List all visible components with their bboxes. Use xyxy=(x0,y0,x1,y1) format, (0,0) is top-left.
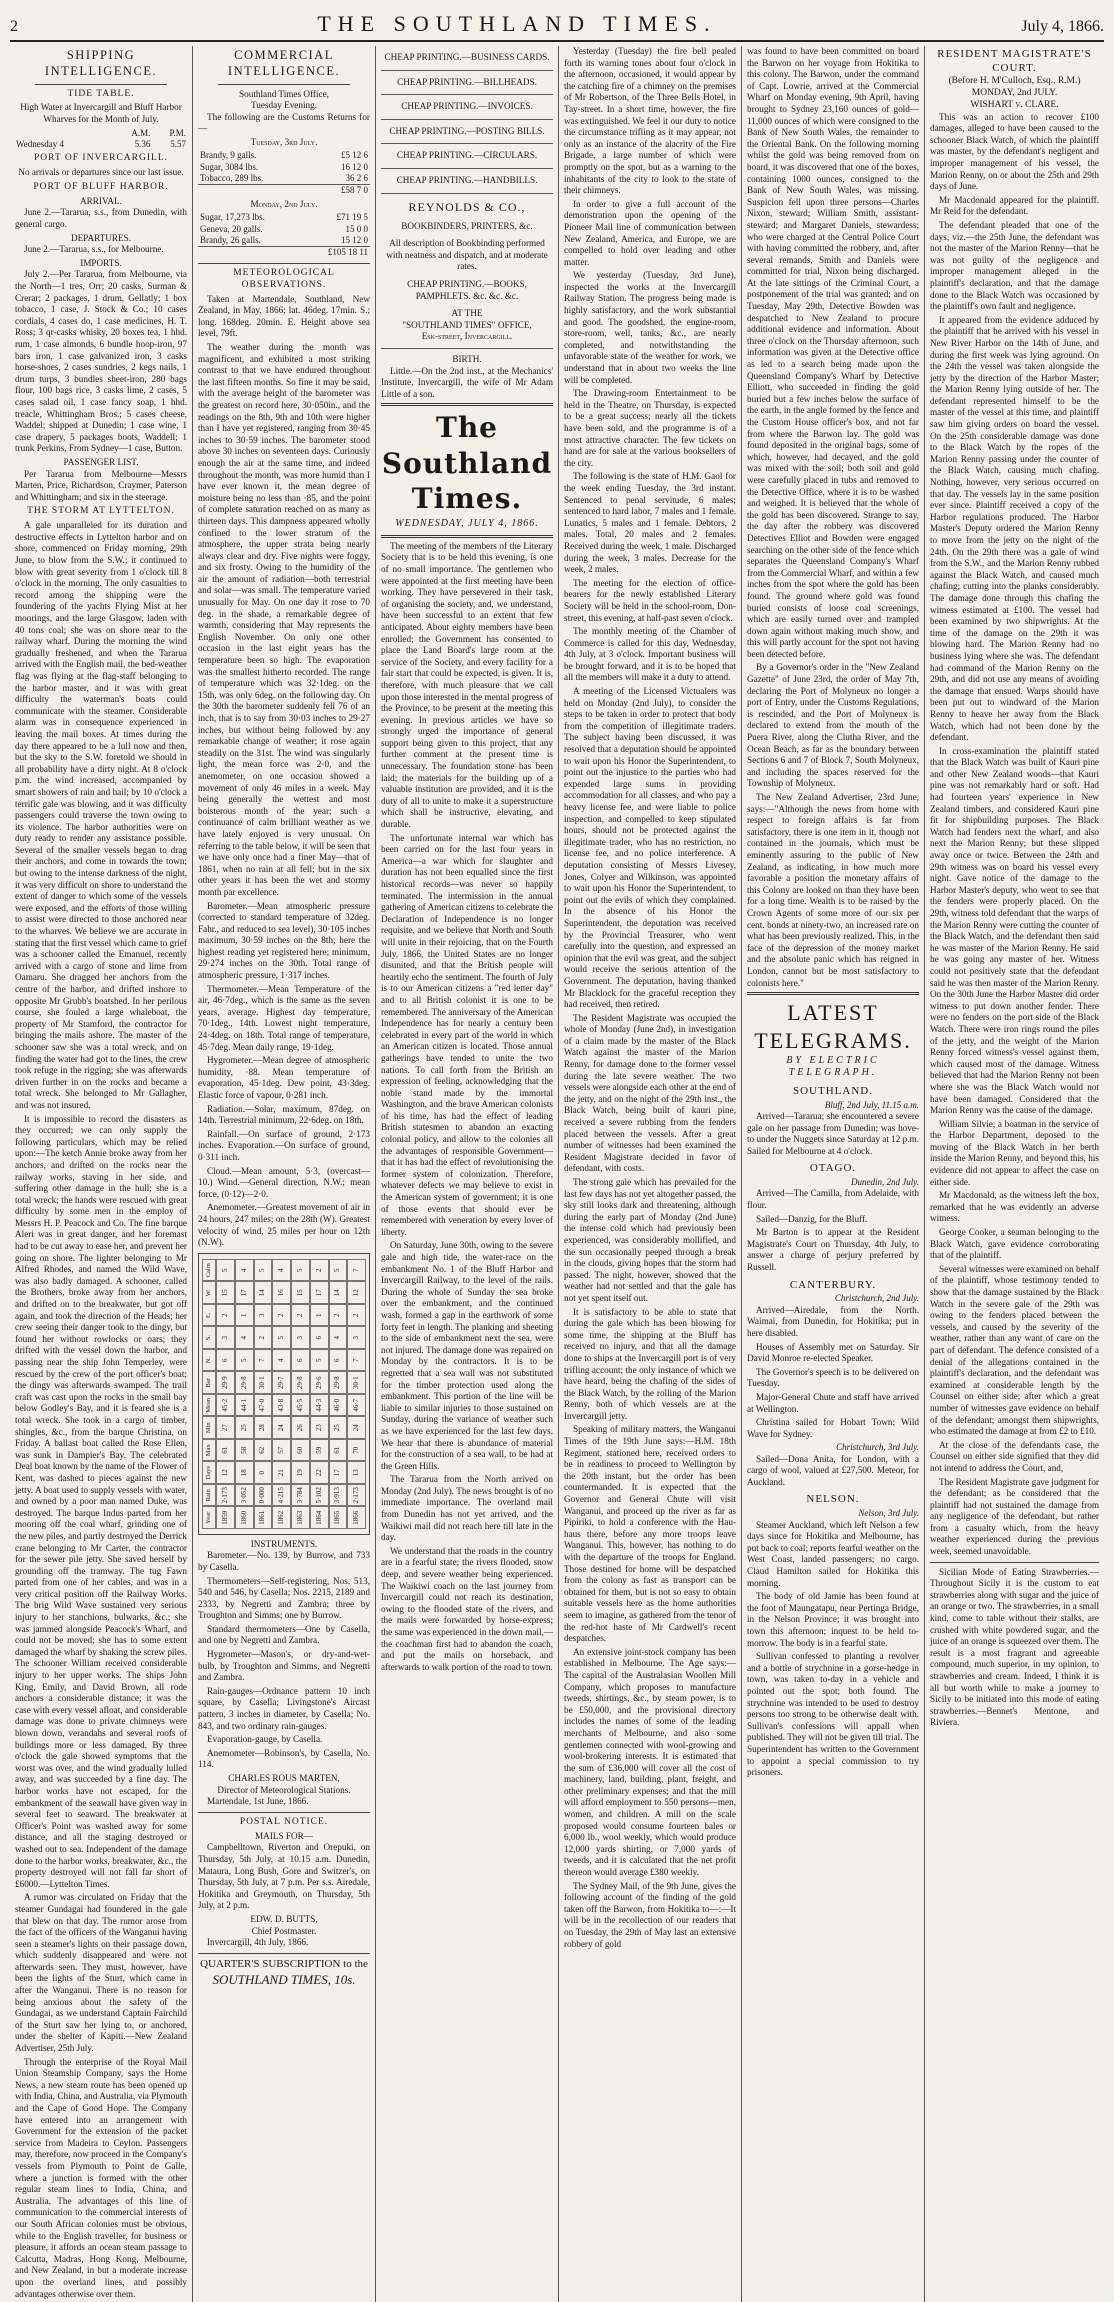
columns xyxy=(10,46,1104,2299)
court-case: WISHART v. CLARE. xyxy=(970,99,1059,110)
met-table-cell: 4 xyxy=(272,1259,291,1282)
canterbury-text-6: Sailed—Dona Anita, for London, with a cargo of wool, valued at £27,500. Meteor, for Auckland. xyxy=(747,1453,919,1487)
met-table-cell: 45·5 xyxy=(291,1394,310,1417)
met-table-cell: 0·000 xyxy=(254,1484,273,1507)
met-table-cell: 30·1 xyxy=(347,1371,366,1394)
met-table-cell: 47·0 xyxy=(254,1394,273,1417)
met-table-cell: 15 xyxy=(291,1281,310,1304)
instruments-title: INSTRUMENTS. xyxy=(250,1538,318,1549)
met-table-header-cell: E. xyxy=(202,1304,216,1327)
met-table-header-cell: Days xyxy=(202,1461,216,1484)
ad-cheap-printing-3: CHEAP PRINTING.—INVOICES. xyxy=(401,101,533,112)
met-table-cell: 5 xyxy=(235,1349,254,1372)
canterbury-text-4: Major-General Chute and staff have arrived at Wellington. xyxy=(747,1391,919,1414)
met-table-cell: 7 xyxy=(347,1349,366,1372)
met-table-cell: 4 xyxy=(235,1259,254,1282)
newspaper-flag: The Southland Times. xyxy=(381,411,553,515)
met-table-cell: 2 xyxy=(310,1259,329,1282)
met-table-cell: 2 xyxy=(216,1304,235,1327)
met-table-cell: 3·784 xyxy=(291,1484,310,1507)
southland-date: Bluff, 2nd July, 11.15 a.m. xyxy=(824,1099,919,1110)
met-table-header-cell: W. xyxy=(202,1281,216,1304)
met-table-cell: 2 xyxy=(272,1304,291,1327)
met-table-cell: 3 xyxy=(291,1326,310,1349)
page-masthead xyxy=(10,6,1104,42)
met-table-cell: 12 xyxy=(347,1281,366,1304)
port-bluff-title: PORT OF BLUFF HARBOR. xyxy=(33,181,169,192)
ad-cheap-printing-2: CHEAP PRINTING.—BILLHEADS. xyxy=(397,76,537,87)
departures-text: June 2.—Tararua, s.s., for Melbourne. xyxy=(24,244,164,255)
customs-intro: The following are the Customs Returns for— xyxy=(198,111,370,134)
met-table-cell: 2·173 xyxy=(216,1484,235,1507)
port-invercargill-text: No arrivals or departures since our last issue. xyxy=(18,167,184,178)
met-table-cell: 14 xyxy=(254,1281,273,1304)
ad-cheap-printing-6: CHEAP PRINTING.—HANDBILLS. xyxy=(396,174,538,185)
news-paragraph-6: The meeting for the election of office-bearers for the newly established Literary Society will be held in the school-room, Don-street, this evening, at half-past seven o'clock. xyxy=(564,577,736,623)
quarter-subscription-sub: SOUTHLAND TIMES, 10s. xyxy=(212,1971,356,1987)
met-table-cell: 2 xyxy=(329,1304,348,1327)
met-table-cell: 29·8 xyxy=(329,1371,348,1394)
tide-am-label: A.M. xyxy=(131,127,151,138)
canterbury-text-2: Houses of Assembly met on Saturday. Sir David Monroe re-elected Speaker. xyxy=(747,1341,919,1364)
met-table-cell: 44·3 xyxy=(310,1394,329,1417)
instruments-7: Anemometer—Robinson's, by Casella, No. 114. xyxy=(198,1747,370,1770)
met-table-cell: 2 xyxy=(291,1304,310,1327)
met-table-cell: 44·1 xyxy=(235,1394,254,1417)
met-table-header-cell: N. xyxy=(202,1349,216,1372)
met-table-cell: 4 xyxy=(329,1326,348,1349)
met-table-cell: 12 xyxy=(216,1461,235,1484)
tide-day: Wednesday 4 xyxy=(16,138,65,149)
telegrams-title: LATEST TELEGRAMS. xyxy=(754,1000,912,1053)
news-paragraph-9: The Resident Magistrate was occupied the whole of Monday (June 2nd), in investigation of a claim made by the master of the Black Watch against the master of the Marion Renny, for damage done to the former vessel during the late severe weather. The two vessels were alongside each other at the end of the jetty, and on the night of the 29th inst., the Black Watch, being built of kauri pine, received a severe rubbing from the fenders placed between the vessels. After a great number of witnesses had been examined the Resident Magistrate decided in favor of defendant, with costs. xyxy=(564,1012,736,1174)
met-table-cell: 43·8 xyxy=(272,1394,291,1417)
met-table-header-cell: S. xyxy=(202,1326,216,1349)
met-table-header-cell: Rain xyxy=(202,1484,216,1507)
postal-sign: EDW. D. BUTTS, xyxy=(250,1913,318,1924)
met-table-header-cell: Min xyxy=(202,1416,216,1439)
customs-table-2 xyxy=(198,212,370,258)
news-paragraph-10: The strong gale which has prevailed for the last few days has not yet altogether passed, the sky still looks dark and threatening, although during the early part of Monday (2nd June) the intense cold which had previously been experienced, was considerably mollified, and the sun occasionally peeped through a break in the clouds, giving hopes that the storm had passed. The night, however, showed that the weather had not settled and that the gale has not yet spent itself out. xyxy=(564,1177,736,1303)
met-table-cell: 17 xyxy=(235,1281,254,1304)
met-table-cell: 14 xyxy=(329,1281,348,1304)
met-paragraph-1: The weather during the month was magnificent, and exhibited a most striking contrast to that we have endured throughout the last fifteen months. So fine it may be said, with the average height of the barometer was the greatest on record here, 30·050in., and the readings on the 8th, 9th and 10th were higher than I have yet registered, ranging from 30·45 inches to 30·59 inches. The barometer stood above 30 inches on seventeen days. Curiously enough the air at the same time, and indeed throughout the month, was more humid than I have ever known it, the mean degree of moisture being no less than ·85, and the point of complete saturation reached on as many as thirteen days. This dampness appeared wholly confined to the lower stratum of the atmosphere, the upper strata being nearly always clear and dry. Five nights were foggy, and six frosty. Owing to the humidity of the air the amount of radiation—both terrestrial and solar—was small. The temperature varied unusually for May. On one day it rose to 70 deg. in the shade, a remarkable degree of warmth, considering that May represents the English November. On only one other occasion in the last eight years has the temperature been so high. The evaporation was the smallest hitherto recorded. The range of temperature which was 32·1deg. on the 15th, was only 6deg. on the following day. On the 30th the barometer suddenly fell 76 of an inch, that is to say from 30·03 inches to 29·27 inches, but without being followed by any remarkable change of weather; it rose again steadily on the 31st. The wind was singularly light, the mean force was 2·0, and the anemometer, on one occasion showed a movement of only 46 miles in a week. May being generally the wettest and most boisterous month of the year; such a continuance of calm brilliant weather as we have lately enjoyed is very unusual. On referring to the table below, it will be seen that we have only once had a finer May—that of 1861, when no rain at all fell; but in the six other years it has been the wet and stormy month par excellence. xyxy=(198,342,370,897)
met-title: METEOROLOGICAL OBSERVATIONS. xyxy=(233,267,335,290)
editorial-paragraph-5: We understand that the roads in the country are in a fearful state; the rivers flooded, snow deep, and severe weather being experienced. The Waikiwi coach on the last journey from Invercargill could not reach its destination, owing to the flooded state of the rivers, and the mails were forwarded by horse-express; the same was experienced in the down mail,—the coachman first had to abandon the coach, and put the mails on horseback, and afterwards to walk portion of the road to town. xyxy=(381,1545,553,1672)
court-paragraph-9: Several witnesses were examined on behalf of the plaintiff, whose testimony tended to show that the damage sustained by the Black Watch in the severe gale of the 29th was owing to the fenders placed between the vessels, and caused by the severity of the weather, rather than any want of care on the part of defendant. The defence consisted of a denial of the allegations contained in the plaintiff's declaration, and the defendant was examined at considerable length by the Counsel on either side; after which a great number of witnesses gave evidence on behalf of the defendant; amongst them shipwrights, who estimated the damage at from £2 to £10. xyxy=(930,1263,1099,1437)
canterbury-date-2: Christchurch, 3rd July. xyxy=(836,1442,919,1453)
met-table-cell: 5 xyxy=(216,1259,235,1282)
otago-head: OTAGO. xyxy=(809,1162,857,1175)
met-signature-date: Martendale, 1st June, 1866. xyxy=(207,1796,309,1807)
tide-intro: High Water at Invercargill and Bluff Harbor Wharves for the Month of July. xyxy=(20,102,182,125)
met-table-cell: 1862 xyxy=(272,1506,291,1529)
paper-title: THE SOUTHLAND TIMES. xyxy=(317,11,717,36)
met-table-cell: 5 xyxy=(310,1349,329,1372)
canterbury-text-5: Christina sailed for Hobart Town; Wild Wave for Sydney. xyxy=(747,1417,919,1439)
news-paragraph-14: The Sydney Mail, of the 9th June, gives the following account of the finding of the gold taken off the Barwon, from Hokitika to—:—It will be in the recollection of our readers that on Tuesday, the 29th of May last an extensive robbery of gold xyxy=(564,1880,736,1949)
met-table-cell: 61 xyxy=(216,1439,235,1462)
quarter-subscription: QUARTER'S SUBSCRIPTION to the xyxy=(200,1957,368,1970)
nelson-text-3: Sullivan confessed to planting a revolver and a bottle of strychnine in a gorse-hedge in town, was taken to-day in a vehicle and pointed out the spot; both found. The strychnine was intended to be used to destroy persons too strong to be otherwise dealt with. Sullivan's confessions will appall when published. They will not be given till trial. The Superintendent has written to the Government to appoint a special commission to try prisoners. xyxy=(747,1651,919,1778)
met-paragraph-6: Rainfall.—On surface of ground, 2·173 inches. Evaporation.—On surface of ground, 0·311 inch. xyxy=(198,1128,370,1162)
passenger-label: PASSENGER LIST. xyxy=(63,456,139,467)
met-table-cell: 1859 xyxy=(216,1506,235,1529)
tide-table xyxy=(15,128,187,151)
met-signature-role: Director of Meteorological Stations. xyxy=(217,1784,351,1795)
birth-text: Little.—On the 2nd inst., at the Mechanics' Institute, Invercargill, the wife of Mr Adam Little of a son. xyxy=(381,365,553,399)
instruments-5: Rain-gauges—Ordnance pattern 10 inch square, by Casella; Livingstone's Aircast pattern, 3 inches in diameter, by Casella; No. 843, and two ordinary rain-gauges. xyxy=(198,1685,370,1731)
advertiser-paragraph: The New Zealand Advertiser, 23rd June, says:—"Although the news from home with respect to foreign affairs is far from satisfactory, there is one item in it, though not contained in the journals, which must be eminently assuring to the public of New Zealand, as indicating, in how much more favorable a position the monetary affairs of this Colony are looked on than they have been for a long time. Wealth is to be raised by the Crown Agents of some more of our six per cent. bonds at ninety-two, an increased rate on what has been previously realized. This, in the face of the depression of the money market and the absolute panic which has reigned in London, cannot but be most satisfactory to colonists here." xyxy=(747,792,919,988)
instruments-6: Evaporation-gauge, by Casella. xyxy=(207,1734,323,1745)
instruments-2: Thermometers—Self-registering, Nos. 513, 540 and 546, by Casella; Nos. 2215, 2189 and 2333, by Negretti and Zambra; three by Troughton and Simms; one by Burrow. xyxy=(198,1575,370,1621)
instruments-4: Hygrometer—Mason's, or dry-and-wet-bulb, by Troughton and Simms, and Negretti and Zambra. xyxy=(198,1649,370,1683)
page-number: 2 xyxy=(10,18,18,35)
met-table-cell: 5 xyxy=(329,1259,348,1282)
met-table-cell: 30·1 xyxy=(254,1371,273,1394)
met-table-cell: 24 xyxy=(272,1416,291,1439)
cheap-books-ad: CHEAP PRINTING.—BOOKS, PAMPHLETS. &c. &c. &c. xyxy=(407,279,527,301)
met-table-cell: 27 xyxy=(216,1416,235,1439)
customs-date-2: Monday, 2nd July. xyxy=(250,198,318,209)
met-table-cell: 26 xyxy=(291,1416,310,1439)
postal-text: Campbelltown, Riverton and Orepuki, on Thursday, 5th July, at 10.15 a.m. Dunedin, Mataura, Long Bush, Gore and Switzer's, on Thursday, 5th July, at 7 p.m. Per s.s. Airedale, Hokitika and Greymouth, on Thursday, 5th July, at 2 p.m. xyxy=(198,1842,370,1911)
met-table-cell: 6 xyxy=(329,1349,348,1372)
flag-date: WEDNESDAY, JULY 4, 1866. xyxy=(395,518,539,530)
table-row: Sugar, 17,273 lbs. £71 19 5 xyxy=(200,212,368,223)
met-table-cell: 1860 xyxy=(235,1506,254,1529)
editorial-paragraph-4: The Tararua from the North arrived on Monday (2nd July). The news brought is of no immediate importance. The overland mail from Dunedin has not yet arrived, and the Waikiwi mail did not reach here till late in the day. xyxy=(381,1474,553,1543)
met-table-cell: 45·2 xyxy=(216,1394,235,1417)
canterbury-text-1: Arrived—Airedale, from the North. Waimai, from Dunedin, for Hokitika; put in here disabled. xyxy=(747,1304,919,1338)
editorial-paragraph-1: The meeting of the members of the Literary Society that is to be held this evening, is one of no small importance. The gentlemen who were appointed at the first meeting have been working. They have persevered in their task, of organising the society, and, we understand, have been successful to an extent that few anticipated. About eighty members have been enrolled; the Government has consented to place the Land Board's large room at the service of the Society, and every facility for a fair start that could be expected, is given. It is, therefore, with much pleasure that we call upon those interested in the mental progress of the Province, to be present at the meeting this evening. In previous articles we have so strongly urged the importance of general support being given to this project, that any further comment at the present time is unnecessary. The foundation stone has been laid; the materials for the building up of a valuable institution are provided, and it is the duty of all to unite to make it a superstructure which shall be instructive, elevating, and durable. xyxy=(381,540,553,830)
canterbury-head: CANTERBURY. xyxy=(789,1278,877,1291)
birth-title: BIRTH. xyxy=(452,354,482,365)
met-table-cell: 7 xyxy=(347,1259,366,1282)
office-line: Southland Times Office, xyxy=(239,88,329,99)
met-table-cell: 25 xyxy=(235,1416,254,1439)
otago-text-3: Mr Barton is to appear at the Resident Magistrate's Court on Thursday, 4th July, to answer a charge of perjury preferred by Russell. xyxy=(747,1227,919,1273)
court-paragraph-11: The Resident Magistrate gave judgment for the defendant; as he considered that the plaintiff had not sustained the damage from any negligence of the defendant, but rather from a casualty which, from the heavy weather experienced during the previous week, seemed unavoidable. xyxy=(930,1476,1099,1557)
arrival-label: ARRIVAL. xyxy=(80,195,122,206)
news-paragraph-8: A meeting of the Licensed Victualers was held on Monday (2nd July), to consider the steps to be taken in order to protect that body from the competition of illegitimate traders. The subject having been discussed, it was resolved that a deputation should be appointed to wait upon his Honor the Superintendent, to point out the injustice to the parties who had expended large sums in providing accommodation for all classes, and who pay a heavy license fee, and were liable to police inspection, and compelled to keep stipulated hours, should not be protected against the illegitimate trader, who has no restriction, no license fee, and no police interference. A deputation consisting of Messrs Livesey, Jones, Colyer and Wilkinson, was appointed to wait upon his Honor the Superintendent, to point out the evils of which they complained. In the absence of his Honor the Superintendent, the deputation was received by the Provincial Treasurer, who went carefully into the question, and expressed an opinion that the evil was great, and the subject would receive the serious attention of the Government. The deputation, having thanked Mr Blacklock for the graceful reception they had received, then retired. xyxy=(564,686,736,1010)
departures-label: DEPARTURES. xyxy=(70,232,132,243)
tide-am-value: 5.36 xyxy=(134,138,151,149)
arrival-text: June 2.—Tararua, s.s., from Dunedin, with general cargo. xyxy=(15,207,187,230)
court-paragraph-8: George Cooker, a seaman belonging to the Black Watch, gave evidence corroborating that of the plaintiff. xyxy=(930,1227,1099,1261)
met-signature: CHARLES ROUS MARTEN, xyxy=(228,1773,340,1783)
table-total: £58 7 0 xyxy=(198,185,370,197)
court-paragraph-6: William Silvie, a boatman in the service of the Harbor Department, deposed to the moving of the Black Watch in her berth inside the Marion Renny, and beyond this, his evidence did not appear to affect the case on either side. xyxy=(930,1118,1099,1187)
met-table-cell: 1 xyxy=(310,1304,329,1327)
met-table-cell: 6 xyxy=(216,1349,235,1372)
met-table-cell: 13 xyxy=(347,1461,366,1484)
column-shipping xyxy=(10,46,193,2302)
storm-title: THE STORM AT LYTTELTON. xyxy=(27,506,175,517)
ad-cheap-printing-5: CHEAP PRINTING.—CIRCULARS. xyxy=(396,150,538,161)
met-paragraph-7: Cloud.—Mean amount, 5·3, (overcast—10.) Wind.—General direction, N.W.; mean force, (0·12)—2·0. xyxy=(198,1165,370,1199)
met-paragraph-3: Thermometer.—Mean Temperature of the air, 46·7deg., which is the same as the seven years, average. Highest day temperature, 70·1deg., 14th. Lowest night temperature, 24·4deg. on 18th. Total range of temperature, 45·7deg. Mean daily range, 19·1deg. xyxy=(198,983,370,1052)
office-address: Esk-street, Invercargill. xyxy=(421,331,513,342)
nelson-text-2: The body of old Jamie has been found at the foot of Maungatapu, near Pertinga Bridge, in the Nelson Province; it was brought into town this afternoon; inquest to be held to-morrow. The body is in a fearful state. xyxy=(747,1591,919,1648)
met-table-cell: 16 xyxy=(272,1281,291,1304)
nelson-text-1: Steamer Auckland, which left Nelson a few days since for Hokitika and Melbourne, has put back to coal; reports fearful weather on the West Coast, landed passengers; no cargo. Claud Hamilton sailed for Hokitika this morning. xyxy=(747,1519,919,1588)
met-table-cell: 29·8 xyxy=(291,1371,310,1394)
met-table-cell: 3 xyxy=(347,1326,366,1349)
court-title: RESIDENT MAGISTRATE'S COURT. xyxy=(937,48,1092,74)
southland-text: Arrived—Tararua; she encountered a severe gale on her passage from Dunedin; was hove-to under the Nuggets since Saturday at 12 p.m. Sailed for Melbourne at 4 o'clock. xyxy=(747,1110,919,1156)
otago-text-1: Arrived—The Camilla, from Adelaide, with flour. xyxy=(747,1188,919,1211)
met-table-cell: 2·173 xyxy=(347,1484,366,1507)
mail-route-paragraph: Through the enterprise of the Royal Mail Union Steamship Company, says the Home News, a new steam route has been opened up with India, China, and Australia, via Plymouth and the Cape of Good Hope. The Company have entered into an arrangement with Government for the extension of the packet service from Madeira to Ceylon. Passengers may, therefore, now proceed in the Company's vessels from Plymouth to Point de Galle, where a junction is formed with the other regular steam lines to India, China, and Australia. The advantages of this line of communication to the commercial interests of our South African colonies must be obvious, while to the English traveller, for business or pleasure, it affords an ocean steam passage to Calcutta, Madras, Hong Kong, Melbourne, and New Zealand, in but a moderate increase upon the overland lines, and possibly advantages otherwise over them. xyxy=(15,2056,187,2299)
met-table-cell: 46·7 xyxy=(347,1394,366,1417)
met-paragraph-2: Barometer.—Mean atmospheric pressure (corrected to standard temperature of 32deg. Fahr., and reduced to sea level), 30·105 inches maximum, 30·59 inches on the 8th; here the highest reading yet registered here; minimum, 29·274 inches on the 30th. Total range of atmospheric pressure, 1·317 inches. xyxy=(198,900,370,981)
editorial-paragraph-3: On Saturday, June 30th, owing to the severe gale and high tide, the water-race on the embankment No. 1 of the Bluff Harbor and Invercargill Railway, to the level of the rails. During the whole of Sunday the sea broke over the embankment, and the continued wash, formed a gap in the earthwork of some forty feet in length. The planking and sheeting to the side of embankment next the sea, were not injured. The damage done was repaired on Monday by the contractors. It is to be regretted that a sea wall was not substituted for the timber protection used along the embankment. This portion of the line will be liable to similar injuries to those sustained on Sunday, during the variance of weather such as we have experienced for the last few days. We hear that there is abundance of material for the construction of a sea wall, to be had at the Green Hills. xyxy=(381,1240,553,1471)
tide-table-title: TIDE TABLE. xyxy=(67,88,135,99)
met-table-cell: 6 xyxy=(291,1349,310,1372)
column-telegrams xyxy=(742,46,925,2302)
met-table-cell: 17 xyxy=(310,1281,329,1304)
met-table-cell: 19 xyxy=(291,1461,310,1484)
otago-text-2: Sailed—Danzig, for the Bluff. xyxy=(756,1213,868,1224)
news-paragraph-13: An extensive joint-stock company has been established in Melbourne. The Age says:—The capital of the Australasian Woollen Mill Company, which proposes to manufacture tweeds, shirtings, &c., by steam power, is to be £50,000, and the provisional directory includes the names of some of the leading merchants of Melbourne, and also some gentlemen connected with wool-growing and wool-brokering interests. It is estimated that the sum of £36,000 will cover all the cost of machinery, land, building, plant, freight, and other preliminary expenses; and that the mill will afford employment to 550 persons—men, women, and children. A mill on the scale proposed would consume fourteen bales or 6,000 lb., wool weekly, which would produce 12,000 yards shirting, or 7,000 yards of tweeds, and it is calculated that the net profit thereon would average £380 weekly. xyxy=(564,1646,736,1878)
shipping-section-title: SHIPPING INTELLIGENCE. xyxy=(44,48,158,78)
table-row: Sugar, 3084 lbs. 16 12 0 xyxy=(200,161,368,172)
issue-date: July 4, 1866. xyxy=(1021,18,1104,35)
court-paragraph-3: The defendant pleaded that one of the days, viz.—the 25th June, the defendant was not the master of the Marion Renny—that he was not guilty of the negligence and improper management alleged in the plaintiff's declaration, and that the damage done to the Black Watch was occasioned by the plaintiff's own fault and negligence. xyxy=(930,219,1099,312)
met-table-header-cell: Bar xyxy=(202,1371,216,1394)
met-table-cell: 61 xyxy=(329,1439,348,1462)
met-table-box xyxy=(198,1253,370,1535)
met-table-cell: 29·8 xyxy=(235,1371,254,1394)
met-paragraph-5: Radiation.—Solar, maximum, 87deg. on 14th. Terrestrial minimum, 22·6deg. on 18th. xyxy=(198,1103,370,1126)
court-paragraph-1: This was an action to recover £100 damages, alleged to have been caused to the schooner Black Watch, of which the plaintiff was master, by the defendant's negligent and improper management of his vessel, the Marion Renny, on or about the 25th and 29th days of June. xyxy=(930,111,1099,192)
court-before: (Before H. M'Culloch, Esq., R.M.) xyxy=(948,75,1081,86)
editorial-paragraph-2: The unfortunate internal war which has been carried on for the last four years in America—a war which for slaughter and duration has not been equalled since the first historical records—was never so happily terminated. The intermission in the annual gathering of American citizens to celebrate the Declaration of Independence is no longer requisite, and we believe that North and South will unite in their rejoicing, that on the Fourth July, 1866, the United States are no longer disunited, and that the British people will heartily echo the sentiment. The fourth of July is to our American citizens a "red letter day" and to all British colonist it is one to be remembered. The anniversary of the American Independence has for nearly a century been celebrated in every part of the world in which an American citizen is located. Those annual gatherings have tended to unite the two nations. To call forth from the British an expression of feeling, acknowledging that the noble stand made by the immortal Washington, and the brave American colonists of his time, has had the effect of leading British statesmen to abandon an exacting colonial policy, and allow to the colonies all the advantages of responsible Government—that it has had the effect of revolutionising the former system of colonization. Therefore, whatever defects we may believe to exist in the American system of government; it is one of those events that should ever be remembered with veneration by every lover of liberty. xyxy=(381,832,553,1237)
met-table-header-cell: Calm xyxy=(202,1259,216,1282)
column-court xyxy=(925,46,1104,2302)
column-editorial xyxy=(376,46,559,2302)
met-table-cell: 5 xyxy=(291,1259,310,1282)
imports-text: July 2.—Per Tararua, from Melbourne, via the North—1 tres, Orr; 20 casks, Surman & Crerar; 2 packages, 1 drum, Gellatly; 1 box tobacco, 1 case, J. Stock & Co.; 10 cases cordials, 4 cases do, 1 case medicines, H. T. Ross; 3 qr-casks whisky, 20 boxes tea, 1 hhd. rum, 1 case almonds, 6 bundle hoop-iron, 97 bars iron, 1 case galvanized iron, 3 casks horse-shoes, 2 cases sundries, 2 kegs nails, 1 drum turps, 3 bundles sheet-iron, 280 bags flour, 100 bags rice, 3 casks lime, 2 cases, 5 cases salad oil, 1 case fancy soap, 1 hhd. treacle, Whittingham Bros.; 5 cases cheese, Waddel; shipped at Dunedin; 1 case wine, 1 case drapery, 5 packages boots, Waddell; 1 trunk Perkins, From Sydney—1 case, Button. xyxy=(15,269,187,454)
table-row: Tobacco, 289 lbs. 36 2 6 xyxy=(200,173,368,184)
court-paragraph-5: In cross-examination the plaintiff stated that the Black Watch was built of Kauri pine and other New Zealand woods—that Kauri pine was not remarkably hard or soft. Had had fourteen years' experience in New Zealand timbers, and considered Kauri pine fit for shipbuilding purposes. The Black Watch had fenders next the wharf, and also next the Marion Renny; but these slipped away once or twice. Between the 24th and 29th witness was on board his vessel every night. Gave notice of the damage to the Harbor Master's deputy, who went to see that the fenders were properly placed. On the 29th, witness told defendant that the warps of the Marion Renny were cutting the counter of the Black Watch, and the defendant then said he was master of the Marion Renny. He said he was going any master of her. Witness could not positively state that the defendant said he was then master of the Marion Renny. On the 30th June the Harbor Master did order witness to put down another fender. There were no fenders on the port side of the Black Watch. There were iron rings round the piles of the jetty, and the weight of the Marion Renny forced witness's vessel against them, which caused most of the damage. Witness believed that had the Marion Renny not been where she was the Black Watch would not have been damaged. Considered that the Marion Renny was the cause of the damage. xyxy=(930,745,1099,1116)
met-table-cell: 5·102 xyxy=(310,1484,329,1507)
met-table-cell: 3 xyxy=(216,1326,235,1349)
firm-description: All description of Bookbinding performed with neatness and dispatch, and at moderate rates. xyxy=(386,238,548,272)
instruments-3: Standard thermometers—One by Casella, and one by Negretti and Zambra. xyxy=(198,1623,370,1646)
met-table-cell: 57 xyxy=(272,1439,291,1462)
gazette-paragraph: By a Governor's order in the "New Zealand Gazette" of June 23rd, the order of May 7th, declaring the Port of Molyneux no longer a port of Entry, under the Customs Regulations, is rescinded, and the Port of Molyneux is declared to extend from the mouth of the Puera River, along the Clutha River, and the Ocean Beach, as far as the boundary between Sections 6 and 7 of Block 7, South Molyneux, and including the spaces reserved for the Township of Molyneux. xyxy=(747,662,919,789)
met-table-cell: 18 xyxy=(235,1461,254,1484)
evening-line: Tuesday Evening. xyxy=(250,100,317,111)
canterbury-date: Christchurch, 2nd July. xyxy=(834,1293,919,1304)
met-table-cell: 15 xyxy=(216,1281,235,1304)
tide-pm-value: 5.57 xyxy=(170,138,186,149)
strawberries-paragraph: Sicilian Mode of Eating Strawberries.—Throughout Sicily it is the custom to eat strawberries along with sugar and the juice of an orange or two. The strawberries, in a small kind, come to table without their stalks, are crushed with white powdered sugar, and the juice of an orange is squeezed over them. The result is a most fragrant and agreeable compound, much superior, in my opinion, to strawberries and cream. Indeed, I think it is all but worth while to make a journey to Sicily to be initiated into this mode of eating strawberries.—Bennet's Mentone, and Riviera. xyxy=(930,1566,1099,1728)
met-table-cell: 1865 xyxy=(329,1506,348,1529)
customs-date-1: Tuesday, 3rd July. xyxy=(250,136,318,147)
met-table-cell: 59 xyxy=(310,1439,329,1462)
otago-date: Dunedin, 2nd July. xyxy=(851,1177,919,1188)
court-date: MONDAY, 2nd JULY. xyxy=(971,87,1058,98)
met-table-header-cell: Mean xyxy=(202,1394,216,1417)
met-table-cell: 29·7 xyxy=(272,1371,291,1394)
imports-label: IMPORTS. xyxy=(80,257,122,268)
table-row: Geneva, 20 galls. 15 0 0 xyxy=(200,223,368,234)
met-table-cell: 23 xyxy=(310,1416,329,1439)
telegrams-subtitle: BY ELECTRIC TELEGRAPH. xyxy=(786,1054,880,1079)
met-table-cell: 7 xyxy=(254,1349,273,1372)
met-table-cell: 1863 xyxy=(291,1506,310,1529)
court-paragraph-2: Mr Macdonald appeared for the plaintiff. Mr Reid for the defendant. xyxy=(930,194,1099,217)
met-table-cell: 6 xyxy=(310,1326,329,1349)
instruments-1: Barometer.—No. 139, by Burrow, and 733 by Casella. xyxy=(198,1550,370,1572)
met-table-cell: 2 xyxy=(347,1304,366,1327)
met-table-cell: 24 xyxy=(347,1416,366,1439)
met-table-cell: 29·6 xyxy=(310,1371,329,1394)
table-row: Brandy, 9 galls. £5 12 6 xyxy=(200,150,368,161)
storm-paragraph-1: A gale unparalleled for its duration and destructive effects in Lyttelton harbor and on shore, commenced on Friday morning, 29th June, to blow from the S.W.; it continued to blow with great severity from 1 o'clock till 8 o'clock in the morning. The only casualties to record among the shipping were the foundering of the yachts Flying Mist at her moorings, and the large Glasgow, laden with 40 tons coal; she was on shore near to the railway wharf. During the morning the wind gradually freshened, and when the Tararua arrived with the English mail, the bed-weather flag was flying at the flag-staff belonging to the harbor master, and it was with great difficulty the waterman's boats could communicate with the steamer. Considerable alarm was in consequence experienced in leaving the mail boxes. At times during the day there appeared to be a lull now and then, but the sky to the S.W. foretold we should in all probability have a dirty night. At 8 o'clock p.m. the wind increased, accompanied by smart showers of rain and hail; by 10 o'clock a terrific gale was blowing, and it was difficulty passengers could traverse the town owing to its violence. The harbor authorities were on duty ready to render any assistance possible. Several of the smaller vessels began to drag their anchors, and come in towards the town; but owing to the intense darkness of the night, it was very difficult on shore to understand the extent of danger to which some of the vessels were exposed, and the efforts of those willing to assist were directed to those anchored near to the wharves. We believe we are accurate in stating that the first vessel which came to grief was a schooner called the Emanuel, recently arrived with a cargo of stone and lime from Oamaru. She dragged her anchors from the centre of the harbor, and drifted inshore to opposite Mr Grubb's boatshed. In her perilous course, she fouled a large whaleboat, the property of Mr Stamford, the contractor for bringing the mails ashore. The master of the schooner saw she was a total wreck, and on finding the water had got to the lines, the crew took refuge in the rigging; she was afterwards driven further in on the rocks and became a total wreck. She belonged to Mr Gallagher, and was not insured. xyxy=(15,520,187,1110)
postal-title: POSTAL NOTICE. xyxy=(239,1816,329,1827)
met-table-header-cell: Year xyxy=(202,1506,216,1529)
met-table-cell: 2 xyxy=(254,1326,273,1349)
news-paragraph-5: The following is the state of H.M. Gaol for the week ending Tuesday, the 3rd instant. Sentenced to penal servitude, 6 males; sentenced to hard labor, 7 males and 1 female. Lunatics, 5 males and 1 female. Debtors, 2 males. Total, 20 males and 2 females. Received during the week, 1 male. Discharged during the week, 3 males. Decrease for the week, 2 males. xyxy=(564,471,736,575)
met-table-cell: 21 xyxy=(272,1461,291,1484)
canterbury-text-3: The Governor's speech is to be delivered on Tuesday. xyxy=(747,1366,919,1389)
news-paragraph-12: Speaking of military matters, the Wanganui Times of the 19th June says:—H.M. 18th Regiment, stationed here, received orders to be in readiness to proceed to Wellington by the 20th instant, but the order has been countermanded. It is expected that the Governor and General Chute will visit Wanganui, and proceed up the river as far as Pipiriki, to hold a conference with the Hau-haus there, before any more troops leave Wanganui. This, however, has nothing to do with the departure of the troops for England. Those destined for home will be despatched from the colony as fast as transport can be obtained for them, but is not so easy to obtain suitable vessels here as the home authorities seem to imagine, as gathered from the tenor of the red-hot haste of Mr Cardwell's recent despatches. xyxy=(564,1424,736,1644)
met-table-cell: 5 xyxy=(272,1326,291,1349)
news-paragraph-7: The monthly meeting of the Chamber of Commerce is called for this day, Wednesday, 4th July, at 3 o'clock. Important business will be brought forward, and it is to be hoped that all the members will make it a duty to attend. xyxy=(564,626,736,683)
postal-role: Chief Postmaster. xyxy=(251,1925,317,1936)
met-table-cell: 3·052 xyxy=(235,1484,254,1507)
column-commercial xyxy=(193,46,376,2302)
nelson-head: NELSON. xyxy=(806,1493,860,1506)
met-table-cell: 4 xyxy=(272,1349,291,1372)
met-table-cell: 4·215 xyxy=(272,1484,291,1507)
news-paragraph-2: In order to give a full account of the demonstration upon the opening of the Pioneer Mail line of communication between New Zealand, America, and Europe, we are compelled to hold over leading and other matter. xyxy=(564,198,736,267)
at-the: AT THE xyxy=(451,308,483,319)
met-table-cell: 3·913 xyxy=(329,1484,348,1507)
firm-name: REYNOLDS & CO., xyxy=(408,199,526,214)
commercial-section-title: COMMERCIAL INTELLIGENCE. xyxy=(227,48,341,78)
news-paragraph-3: We yesterday (Tuesday, 3rd June), inspected the works at the Invercargill Railway Station. The progress being made is highly satisfactory, and the work substantial and good. The goodshed, the engine-room, store-room, well, tanks, &c., are nearly completed, and notwithstanding the unfavorable state of the weather for work, we understand that in about two weeks the line will be completed. xyxy=(564,270,736,385)
met-table-cell: 5 xyxy=(254,1259,273,1282)
news-paragraph-1: Yesterday (Tuesday) the fire bell pealed forth its warning tones about four o'clock in the afternoon, occasioned, it would appear by the catching fire of a chimney on the premises of Mr Robertson, of the Three Bells Hotel, in Tay-street. In a short time, however, the fire was extinguished. We feel it our duty to notice the circumstance trifling as it may appear, not only as an instance of the alacrity of the Fire Brigade, a large number of which were promptly on the spot, but as a warning to the inhabitants of the city to look to the state of their chimneys. xyxy=(564,46,736,196)
met-table-cell: 4 xyxy=(235,1326,254,1349)
customs-table-1 xyxy=(198,150,370,196)
southland-head: SOUTHLAND. xyxy=(793,1084,873,1097)
newspaper-page xyxy=(10,6,1104,2299)
met-table-cell: 46·0 xyxy=(329,1394,348,1417)
court-paragraph-10: At the close of the defendants case, the Counsel on either side signified that they did not intend to address the Court, and, xyxy=(930,1439,1099,1473)
met-table-cell: 62 xyxy=(254,1439,273,1462)
met-table-rotated xyxy=(202,1259,366,1529)
postal-sub: MAILS FOR— xyxy=(255,1830,313,1841)
table-total: £105 18 11 xyxy=(198,247,370,259)
table-row: Brandy, 26 galls. 15 12 0 xyxy=(200,235,368,246)
column-local-news xyxy=(559,46,742,2302)
met-table-cell: 58 xyxy=(235,1439,254,1462)
met-paragraph-4: Hygrometer.—Mean degree of atmospheric humidity, ·88. Mean temperature of evaporation, 45·1deg. Dew point, 43·3deg. Elastic force of vapour, 0·281 inch. xyxy=(198,1055,370,1100)
ad-cheap-printing-1: CHEAP PRINTING.—BUSINESS CARDS. xyxy=(384,52,550,62)
met-table-cell: 1861 xyxy=(254,1506,273,1529)
news-paragraph-11: It is satisfactory to be able to state that during the gale which has been blowing for some time, the shipping at the Bluff has received no injury, and that all the damage done to ships at the Invercargill port is of very trifling account; the only instance of which we have heard, being the chafing of the sides of the Black Watch, by the rolling of the Marion Renny, both of which vessels are at the Invercargill jetty. xyxy=(564,1306,736,1421)
met-table-cell: 1 xyxy=(235,1304,254,1327)
court-paragraph-7: Mr Macdonald, as the witness left the box, remarked that he was evidently an adverse witness. xyxy=(930,1190,1099,1224)
gold-paragraph: was found to have been committed on board the Barwon on her voyage from Hokitika to this colony. The Barwon, under the command of Capt. Lowrie, arrived at the Commercial Wharf on Monday evening, 9th April, having brought to Sydney 23,160 ounces of gold—11,000 ounces of which were consigned to the Bank of New South Wales, the remainder to the Oriental Bank. On the following morning whilst the gold was being removed from on board, it was discovered that one of the boxes, containing 1000 ounces, consigned to the Bank of New South Wales, was missing. Suspicion fell upon three persons—Charles Nixon, steward; William Smith, assistant-steward; and Margaret Daniels, stewardess; who were charged at the Central Police Court with having committed the robbery, and, after several remands, Smith and Daniels were committed for trial, Nixon being discharged. At the late sittings of the Criminal Court, a postponement of the trial was granted; and on Tuesday, May 29th, Detective Bowden was despatched to New Zealand to procure additional evidence and information. About three o'clock on the Thursday afternoon, such information was given at the Detective office as led to a search being made upon the Queensland Company's Wharf by Detective Elliott, who succeeded in finding the gold buried but a few inches below the surface of the earth, in the angle formed by the fence and the Custom House officer's box, and not far from where the Barwon lay. The gold was found deposited in the original bags, some of which, however, had decayed, and the gold was mixed with the soil; both soil and gold were carefully placed in tubs and removed to the Detective Office, where it is to be washed and weighed. It is believed that the whole of the gold has been discovered. Strange to say, the day after the robbery was discovered Detectives Elliot and Bowden were engaged searching on the other side of the fence which separates the Queensland Company's Wharf from the Commercial Wharf, and within a few inches from the spot where the gold has been found. The ground where gold was found buried consists of loose coal screenings, which are easily turned over and trampled down again without making much show, and this will partly account for the spot not having been detected before. xyxy=(747,46,919,659)
met-table-cell: 1866 xyxy=(347,1506,366,1529)
postal-date: Invercargill, 4th July, 1866. xyxy=(207,1937,309,1948)
met-table-header-cell: Max xyxy=(202,1439,216,1462)
met-table-cell: 17 xyxy=(329,1461,348,1484)
court-paragraph-4: It appeared from the evidence adduced by the plaintiff that he arrived with his vessel in New River Harbor on the 14th of June, and during the first week was lying aground. On the 24th the vessel was taken alongside the jetty by the direction of the Harbor Master; the Marion Renny lying outside of her. The defendant represented himself to be the master of the vessel at this time, and plaintiff saw him giving orders on board the vessel. On the 25th considerable damage was done to the Black Watch by the ropes of the Marion Renny passing under the counter of the Black Watch, causing much chafing. Nothing, however, very serious occurred on that day. The vessels lay in the same position ever since. Plaintiff received a copy of the Harbor regulations produced. The Harbor Master's Deputy ordered the Marion Renny to move from the jetty on the night of the 24th. On the 29th there was a gale of wind from the S.W., and the Marion Renny rubbed against the Black Watch, and caused much chafing; cutting into the planks considerably. The damage done through this chafing the witness estimated at £100. The vessel had been examined by two shipwrights. At the time of the damage on the 29th it was blowing hard. The Marion Renny had no business lying where she was. The defendant had command of the Marion Renny on the 29th, and did not use any means of avoiding the damage that ensued. Warps should have been put out to windward of the Marion Renny to heave her away from the Black Watch, which had not been done by the defendant. xyxy=(930,314,1099,743)
rumor-paragraph: A rumor was circulated on Friday that the steamer Gundagai had foundered in the gale that blew on that day. The rumor arose from the fact of the officers of the Wanganui having seen a steamer's lights on their passage down, which suddenly disappeared and were not afterwards seen. They must, however, have been the lights of the Sturt, which came in after the Wanganui. There is no reason for being anxious about the safety of the Gundagai, as we understand Captain Fairchild of the Sturt saw her lying to, or anchored, under the shelter of Kapiti.—New Zealand Advertiser, 25th July. xyxy=(15,1892,187,2054)
met-table-cell: 28 xyxy=(254,1416,273,1439)
met-table-cell: 3 xyxy=(254,1304,273,1327)
storm-paragraph-2: It is impossible to record the disasters as they occurred; we can only supply the following particulars, which may be relied upon:—The ketch Annie broke away from her anchors, and drifted on the rocks near the railway works, staving in her side, and suffering other damage in the hull; she is a total wreck; the hands were rescued with great difficulty by some men in the employ of Messrs H. P. Peacock and Co. The fine barque Aleri was in great danger, and her foremast had to be cut away to ease her, and prevent her going on shore. The lighter belonging to Mr Alfred Rhodes, and named the Wild Wave, was also badly damaged. A schooner, called the Brothers, broke away from her anchors, and drifted on to the breakwater, but got off again, and took the direction of the Heads; her crew seeing their danger took to the dingy, but found her without rowlocks or oars; they drifted with the vessel down the harbor, and passing near the ship John Temperley, were rescued by the crew of the port officer's boat; the dingy was afterwards swamped. The trail craft was cast upon the rocks in the small bay below Godley's Bay, and it is feared she is a total wreck. She took in a cargo of timber, shingles, &c., from the barque Christina, on Friday. A ballast boat called the Rose Ellen, was sunk in Dampier's Bay. The celebrated Deal boat known by the name of the Flower of Kent, was dashed to pieces against the new jetty. A boat used to supply vessels with water, and owned by a poor man named Duke, was destroyed. The barque Indus parted from her mooring off the coal wharf, grinding one of the new piles, and partly destroyed the Derrick crane belonging to Mr Carter, the contractor for the sewer pile jetty. She saved herself by grounding off the tramway. The tug Fawn parted from one of her cables, and was in a very critical position off the Railway Works. The brig Wild Wave sustained very serious injury to her stanchions, bulwarks, &c.; she was jammed alongside Peacock's Wharf, and could not be moved; she has to some extent damaged the wharf by shaking the screw piles. The schooner William received considerable injury to her upper works. The ships John King, Emily, and David Brown, all rode anchors a considerable distance; it was the case with every vessel afloat, and considerable damage was done to private chimneys were blown down, verandahs and several roofs of buildings more or less damaged. By three o'clock the gale showed symptoms that the worst was over, and the wind gradually lulled away, and was succeeded by a fine day. The harbor works have not escaped, for the embankment of the seawall have given way in several feet to seaward. The breakwater at Officer's Point was washed away for some distance, and all the staging destroyed or washed out to sea. Independent of the damage done to the harbor works, breakwater, &c., the property destroyed will not fall far short of £6000.—Lyttelton Times. xyxy=(15,1113,187,1889)
ad-cheap-printing-4: CHEAP PRINTING.—POSTING BILLS. xyxy=(389,125,545,136)
met-paragraph-8: Anemometer.—Greatest movement of air in 24 hours, 247 miles; on the 28th (W). Greatest velocity of wind, 25 miles per hour on 12th (N.W). xyxy=(198,1202,370,1248)
port-invercargill-title: PORT OF INVERCARGILL. xyxy=(34,153,168,164)
met-table-cell: 1864 xyxy=(310,1506,329,1529)
met-table-cell: 60 xyxy=(291,1439,310,1462)
met-table-cell: 29·9 xyxy=(216,1371,235,1394)
office-name: "SOUTHLAND TIMES" OFFICE, xyxy=(402,319,532,330)
met-intro: Taken at Martendale, Southland, New Zealand, in May, 1866; lat. 46deg. 17min. S.; long. 168deg. 20min. E. Height above sea level, 79ft. xyxy=(198,293,370,339)
met-table-cell: 25 xyxy=(329,1416,348,1439)
met-table-cell: 22 xyxy=(310,1461,329,1484)
nelson-date: Nelson, 3rd July. xyxy=(858,1508,919,1519)
firm-trade: BOOKBINDERS, PRINTERS, &c. xyxy=(401,220,533,231)
tide-pm-label: P.M. xyxy=(169,127,186,138)
met-table-cell: 0 xyxy=(254,1461,273,1484)
news-paragraph-4: The Drawing-room Entertainment to be held in the Theatre, on Thursday, is expected to be a great success; nearly all the tickets have been sold, and the programme is of a most attractive character. The few tickets on hand are for sale at the various booksellers of the city. xyxy=(564,388,736,468)
met-table-cell: 70 xyxy=(347,1439,366,1462)
passenger-text: Per Tararua from Melbourne—Messrs Marten, Price, Richardson, Craymer, Paterson and Whittingham; and six in the steerage. xyxy=(15,468,187,502)
